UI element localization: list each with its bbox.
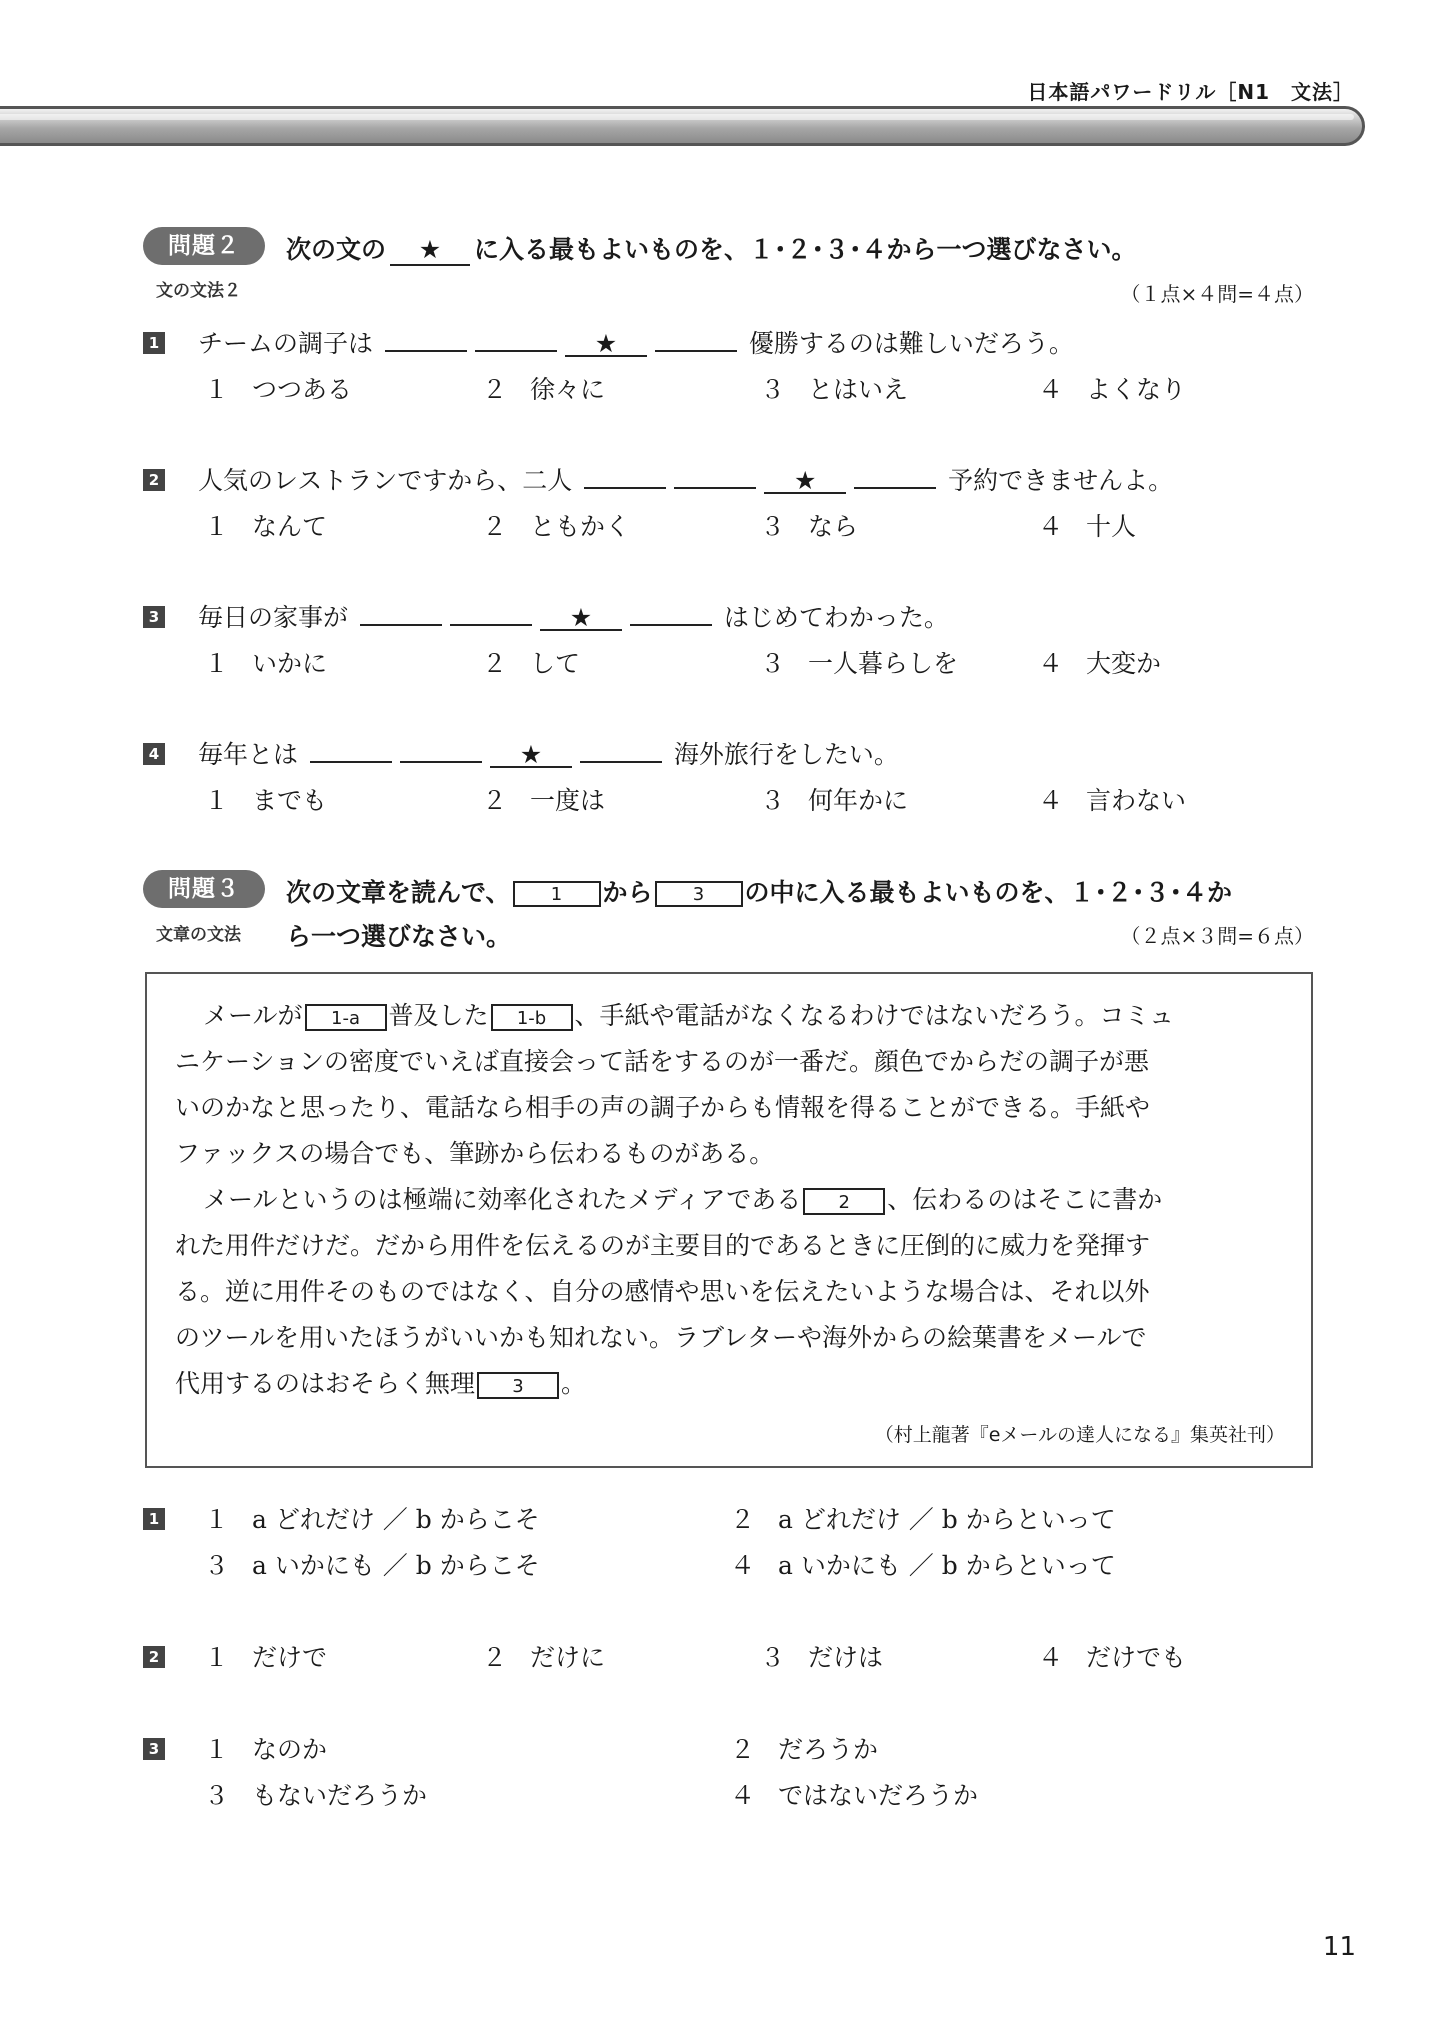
instruction-text: 次の文の <box>286 235 387 264</box>
answer-blank <box>584 465 666 489</box>
passage-text: 代用するのはおそらく無理 <box>175 1369 476 1398</box>
option-number: ４ <box>1038 375 1064 404</box>
option-number: ２ <box>482 1643 508 1672</box>
stem-text: 優勝するのは難しいだろう。 <box>748 329 1074 358</box>
option-text: a いかにも ／ b からこそ <box>252 1551 540 1580</box>
option-text: よくなり <box>1086 375 1187 404</box>
option-number: ４ <box>1038 786 1064 815</box>
option[interactable] <box>204 644 327 680</box>
option-text: いかに <box>252 649 328 678</box>
section3-subtitle: 文章の文法 <box>156 925 241 945</box>
passage-line: いのかなと思ったり、電話なら相手の声の調子からも情報を得ることができる。手紙や <box>175 1093 1151 1122</box>
question-stem <box>198 735 899 771</box>
citation: （村上龍著『eメールの達人になる』集英社刊） <box>874 1424 1285 1446</box>
option-text: までも <box>252 786 328 815</box>
star-icon: ★ <box>594 329 618 358</box>
option-number: １ <box>204 649 230 678</box>
option-text: 徐々に <box>530 375 606 404</box>
page-number: 11 <box>1322 1932 1356 1962</box>
stem-text: はじめてわかった。 <box>723 603 949 632</box>
option-number: ２ <box>482 649 508 678</box>
option-number: ４ <box>730 1781 756 1810</box>
option[interactable] <box>760 781 908 817</box>
option[interactable] <box>760 1638 883 1674</box>
option-text: して <box>530 649 581 678</box>
option-number: ４ <box>730 1551 756 1580</box>
answer-blank <box>854 465 936 489</box>
option-number: ３ <box>760 786 786 815</box>
question-stem <box>198 461 1173 497</box>
option-number: ４ <box>1038 512 1064 541</box>
option[interactable] <box>482 644 580 680</box>
option[interactable] <box>204 1638 327 1674</box>
option-number: １ <box>204 375 230 404</box>
option[interactable] <box>204 781 327 817</box>
option-number: ２ <box>730 1735 756 1764</box>
option[interactable] <box>204 507 327 543</box>
star-icon: ★ <box>418 235 442 264</box>
section3-instruction <box>286 873 1232 909</box>
option-text: なんて <box>252 512 328 541</box>
option-number: ２ <box>482 786 508 815</box>
blank-box-2: 2 <box>803 1188 885 1215</box>
option-text: 十人 <box>1086 512 1137 541</box>
option-text: 大変か <box>1086 649 1162 678</box>
answer-blank <box>674 465 756 489</box>
answer-blank <box>580 739 662 763</box>
option[interactable] <box>760 507 858 543</box>
option-number: １ <box>204 786 230 815</box>
stem-text: 毎年とは <box>198 740 299 769</box>
star-icon: ★ <box>794 466 817 495</box>
passage-text: 普及した <box>388 1001 489 1030</box>
option-number: ４ <box>1038 649 1064 678</box>
option[interactable] <box>760 644 958 680</box>
option-number: １ <box>204 1505 230 1534</box>
option-text: だけは <box>808 1643 884 1672</box>
option-text: つつある <box>252 375 353 404</box>
stem-text: 予約できませんよ。 <box>948 466 1174 495</box>
answer-blank <box>475 328 557 352</box>
answer-blank <box>310 739 392 763</box>
answer-blank-star <box>490 740 572 769</box>
passage-line: のツールを用いたほうがいいかも知れない。ラブレターや海外からの絵葉書をメールで <box>175 1323 1147 1352</box>
blank-box-1: 1 <box>513 881 601 907</box>
option-text: なのか <box>252 1735 328 1764</box>
option-number: ３ <box>760 512 786 541</box>
question-number: 1 <box>143 1508 165 1530</box>
option-number: ３ <box>760 375 786 404</box>
option-number: ３ <box>204 1781 230 1810</box>
option[interactable] <box>204 1546 540 1582</box>
section2-score: （１点×４問=４点） <box>1120 282 1314 306</box>
instruction-text: の中に入る最もよいものを、１･２･３･４か <box>744 878 1233 907</box>
blank-box-3: 3 <box>477 1372 559 1399</box>
stem-text: 人気のレストランですから、二人 <box>198 466 573 495</box>
option[interactable] <box>730 1546 1116 1582</box>
option-number: ２ <box>482 375 508 404</box>
option[interactable] <box>204 1730 327 1766</box>
option-text: なら <box>808 512 859 541</box>
option-text: ともかく <box>530 512 631 541</box>
option-number: １ <box>204 1643 230 1672</box>
blank-box-3: 3 <box>655 881 743 907</box>
option[interactable] <box>204 370 352 406</box>
option-text: 一人暮らしを <box>808 649 959 678</box>
section2-subtitle: 文の文法２ <box>156 281 241 301</box>
question-number: 4 <box>143 743 165 765</box>
stem-text: 毎日の家事が <box>198 603 349 632</box>
option[interactable] <box>1038 781 1186 817</box>
blank-box-1a: 1-a <box>305 1004 387 1031</box>
question-number: 3 <box>143 1738 165 1760</box>
reading-passage <box>145 972 1313 1468</box>
option-text: ではないだろうか <box>778 1781 979 1810</box>
answer-blank <box>360 602 442 626</box>
option[interactable] <box>482 507 630 543</box>
option[interactable] <box>1038 507 1136 543</box>
question-number: 1 <box>143 332 165 354</box>
option[interactable] <box>204 1776 427 1812</box>
option-number: ３ <box>760 1643 786 1672</box>
answer-blank-star <box>540 603 622 632</box>
answer-blank-star <box>565 329 647 358</box>
answer-blank <box>400 739 482 763</box>
answer-blank <box>385 328 467 352</box>
option-number: ２ <box>482 512 508 541</box>
option-text: もないだろうか <box>252 1781 428 1810</box>
passage-line: ニケーションの密度でいえば直接会って話をするのが一番だ。顔色でからだの調子が悪 <box>175 1047 1150 1076</box>
passage-text: メールが <box>203 1001 303 1030</box>
section2-badge: 問題２ <box>143 227 265 265</box>
section3-badge: 問題３ <box>143 870 265 908</box>
blank-box-1b: 1-b <box>491 1004 573 1031</box>
option-number: ４ <box>1038 1643 1064 1672</box>
passage-line <box>175 1364 586 1400</box>
option[interactable] <box>482 370 605 406</box>
instruction-text: 次の文章を読んで、 <box>286 878 511 907</box>
option[interactable] <box>730 1500 1116 1536</box>
option[interactable] <box>1038 1638 1186 1674</box>
star-icon: ★ <box>569 603 593 632</box>
option-text: だけでも <box>1086 1643 1187 1672</box>
passage-line <box>203 1180 1162 1216</box>
section3-score: （２点×３問=６点） <box>1120 924 1314 948</box>
answer-blank-star <box>764 466 846 495</box>
stem-text: チームの調子は <box>198 329 374 358</box>
passage-line: る。逆に用件そのものではなく、自分の感情や思いを伝えたいような場合は、それ以外 <box>175 1277 1150 1306</box>
passage-text: メールというのは極端に効率化されたメディアである <box>203 1185 802 1214</box>
question-number: 2 <box>143 469 165 491</box>
option-number: １ <box>204 1735 230 1764</box>
option-text: だろうか <box>778 1735 879 1764</box>
option[interactable] <box>482 781 605 817</box>
star-icon: ★ <box>519 740 543 769</box>
passage-line: れた用件だけだ。だから用件を伝えるのが主要目的であるときに圧倒的に威力を発揮す <box>175 1231 1151 1260</box>
book-title: 日本語パワードリル［N1 文法］ <box>1027 80 1354 104</box>
option[interactable] <box>730 1730 878 1766</box>
option-text: だけで <box>252 1643 328 1672</box>
option-text: とはいえ <box>808 375 909 404</box>
question-number: 3 <box>143 606 165 628</box>
option-number: ３ <box>204 1551 230 1580</box>
instruction-text: に入る最もよいものを、１･２･３･４から一つ選びなさい。 <box>474 235 1137 264</box>
option-number: ３ <box>760 649 786 678</box>
option-text: 一度は <box>530 786 606 815</box>
option[interactable] <box>482 1638 605 1674</box>
option[interactable] <box>730 1776 978 1812</box>
question-stem <box>198 598 949 634</box>
header-bar <box>0 106 1365 146</box>
option[interactable] <box>204 1500 540 1536</box>
option-text: だけに <box>530 1643 606 1672</box>
option[interactable] <box>760 370 908 406</box>
passage-line <box>203 996 1174 1032</box>
instruction-text: から <box>602 878 653 907</box>
star-blank <box>390 236 470 266</box>
option[interactable] <box>1038 370 1186 406</box>
answer-blank <box>630 602 712 626</box>
option-text: a どれだけ ／ b からといって <box>778 1505 1116 1534</box>
section2-instruction <box>286 230 1137 266</box>
option-text: a どれだけ ／ b からこそ <box>252 1505 540 1534</box>
option-text: 言わない <box>1086 786 1187 815</box>
option-number: ２ <box>730 1505 756 1534</box>
passage-text: 、伝わるのはそこに書か <box>887 1185 1163 1214</box>
passage-text: 。 <box>561 1369 587 1398</box>
answer-blank <box>655 328 737 352</box>
passage-line: ファックスの場合でも、筆跡から伝わるものがある。 <box>175 1139 775 1168</box>
question-number: 2 <box>143 1646 165 1668</box>
option-number: １ <box>204 512 230 541</box>
option[interactable] <box>1038 644 1161 680</box>
section3-instruction-line2: ら一つ選びなさい。 <box>286 922 512 951</box>
answer-blank <box>450 602 532 626</box>
option-text: a いかにも ／ b からといって <box>778 1551 1116 1580</box>
option-text: 何年かに <box>808 786 909 815</box>
passage-text: 、手紙や電話がなくなるわけではないだろう。コミュ <box>574 1001 1175 1030</box>
stem-text: 海外旅行をしたい。 <box>673 740 899 769</box>
question-stem <box>198 324 1074 360</box>
